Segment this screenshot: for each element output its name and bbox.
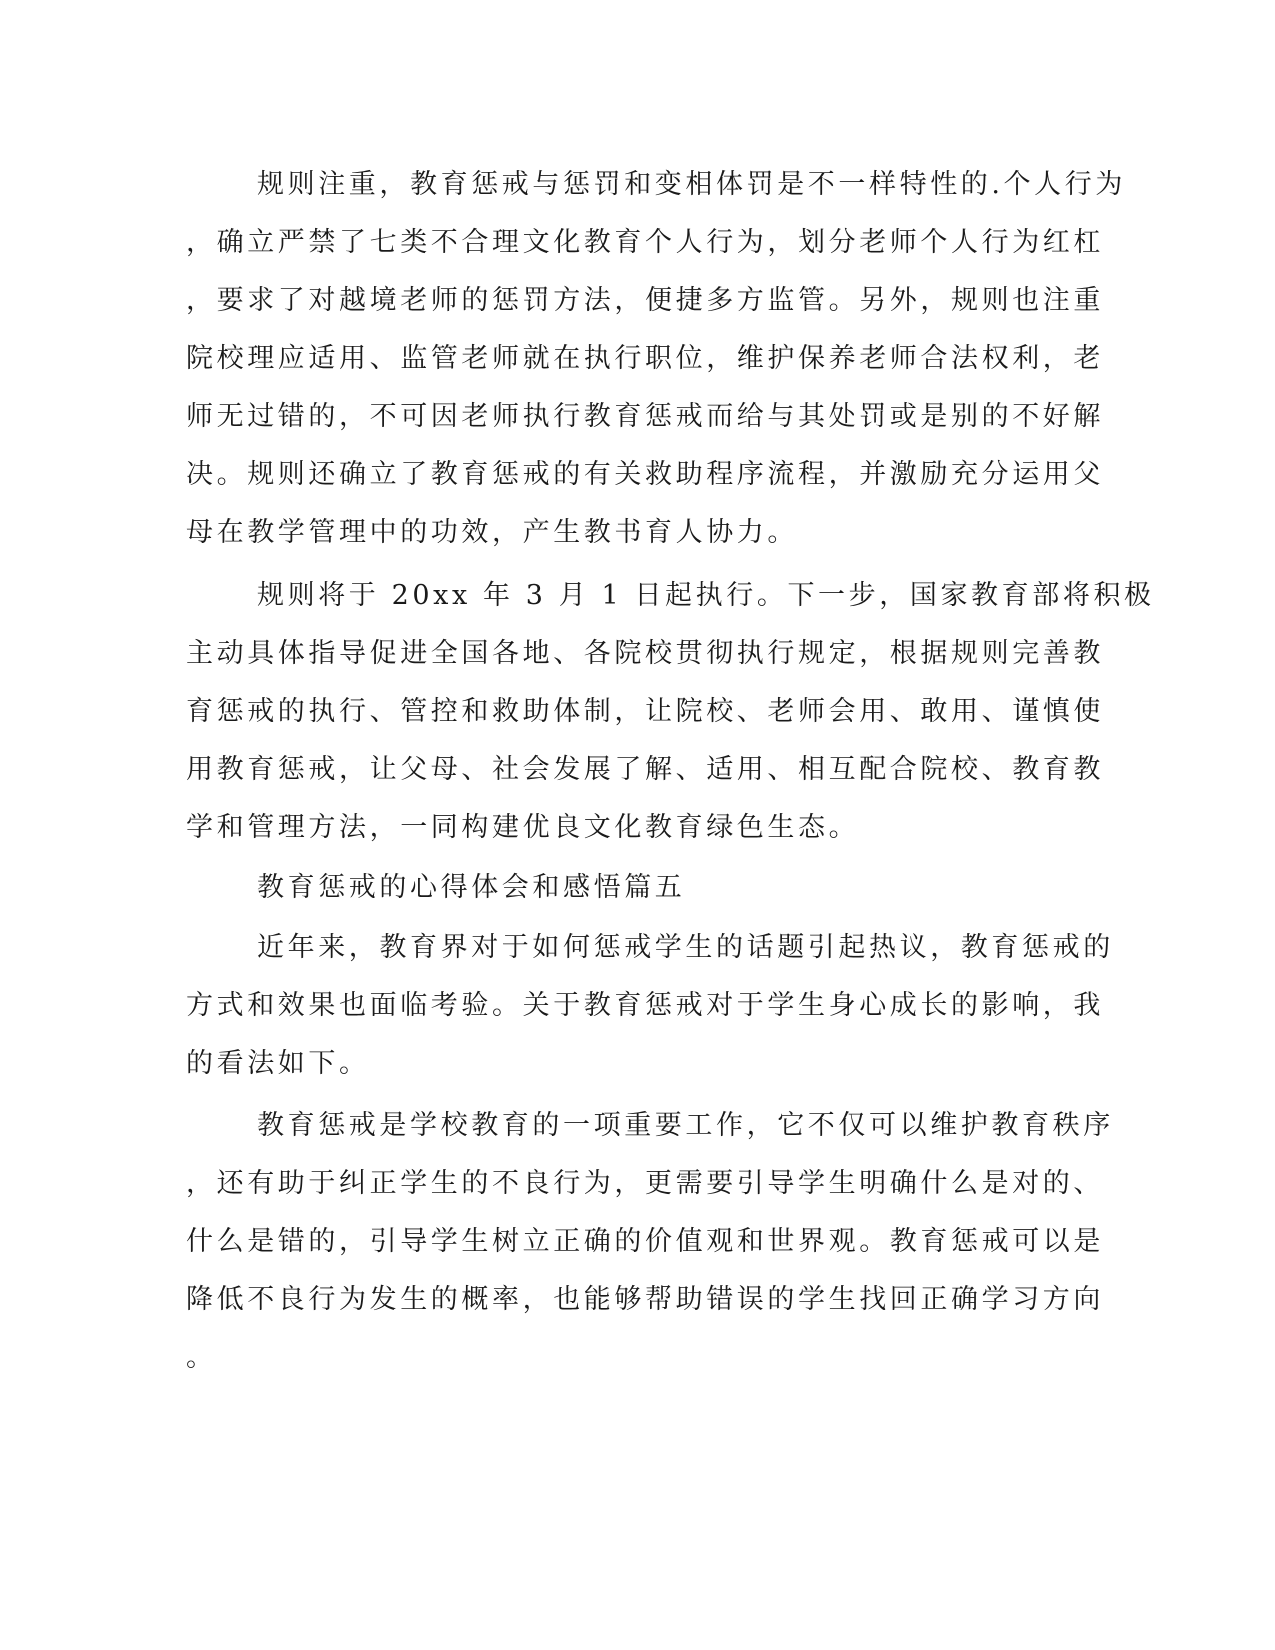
text-line: 育惩戒的执行、管控和救助体制，让院校、老师会用、敢用、谨慎使 xyxy=(186,696,1104,727)
text-line: ，还有助于纠正学生的不良行为，更需要引导学生明确什么是对的、 xyxy=(186,1168,1104,1199)
text-line: 近年来，教育界对于如何惩戒学生的话题引起热议，教育惩戒的 xyxy=(257,932,1114,963)
text-line: 规则注重，教育惩戒与惩罚和变相体罚是不一样特性的.个人行为 xyxy=(257,169,1126,200)
text-line: 主动具体指导促进全国各地、各院校贯彻执行规定，根据规则完善教 xyxy=(186,638,1104,669)
text-line: 什么是错的，引导学生树立正确的价值观和世界观。教育惩戒可以是 xyxy=(186,1226,1104,1257)
text-line: 降低不良行为发生的概率，也能够帮助错误的学生找回正确学习方向 xyxy=(186,1284,1104,1315)
text-line: 。 xyxy=(186,1342,217,1373)
text-line: 学和管理方法，一同构建优良文化教育绿色生态。 xyxy=(186,812,860,843)
text-line: 教育惩戒是学校教育的一项重要工作，它不仅可以维护教育秩序 xyxy=(257,1110,1114,1141)
text-line: 规则将于 20xx 年 3 月 1 日起执行。下一步，国家教育部将积极 xyxy=(257,580,1155,611)
text-line: 母在教学管理中的功效，产生教书育人协力。 xyxy=(186,517,798,548)
text-line: 院校理应适用、监管老师就在执行职位，维护保养老师合法权利，老 xyxy=(186,343,1104,374)
text-line: 的看法如下。 xyxy=(186,1048,370,1079)
text-line: ，确立严禁了七类不合理文化教育个人行为，划分老师个人行为红杠 xyxy=(186,227,1104,258)
text-line: 方式和效果也面临考验。关于教育惩戒对于学生身心成长的影响，我 xyxy=(186,990,1104,1021)
text-line: ，要求了对越境老师的惩罚方法，便捷多方监管。另外，规则也注重 xyxy=(186,285,1104,316)
section-heading: 教育惩戒的心得体会和感悟篇五 xyxy=(257,872,686,903)
text-line: 决。规则还确立了教育惩戒的有关救助程序流程，并激励充分运用父 xyxy=(186,459,1104,490)
text-line: 用教育惩戒，让父母、社会发展了解、适用、相互配合院校、教育教 xyxy=(186,754,1104,785)
text-line: 师无过错的，不可因老师执行教育惩戒而给与其处罚或是别的不好解 xyxy=(186,401,1104,432)
